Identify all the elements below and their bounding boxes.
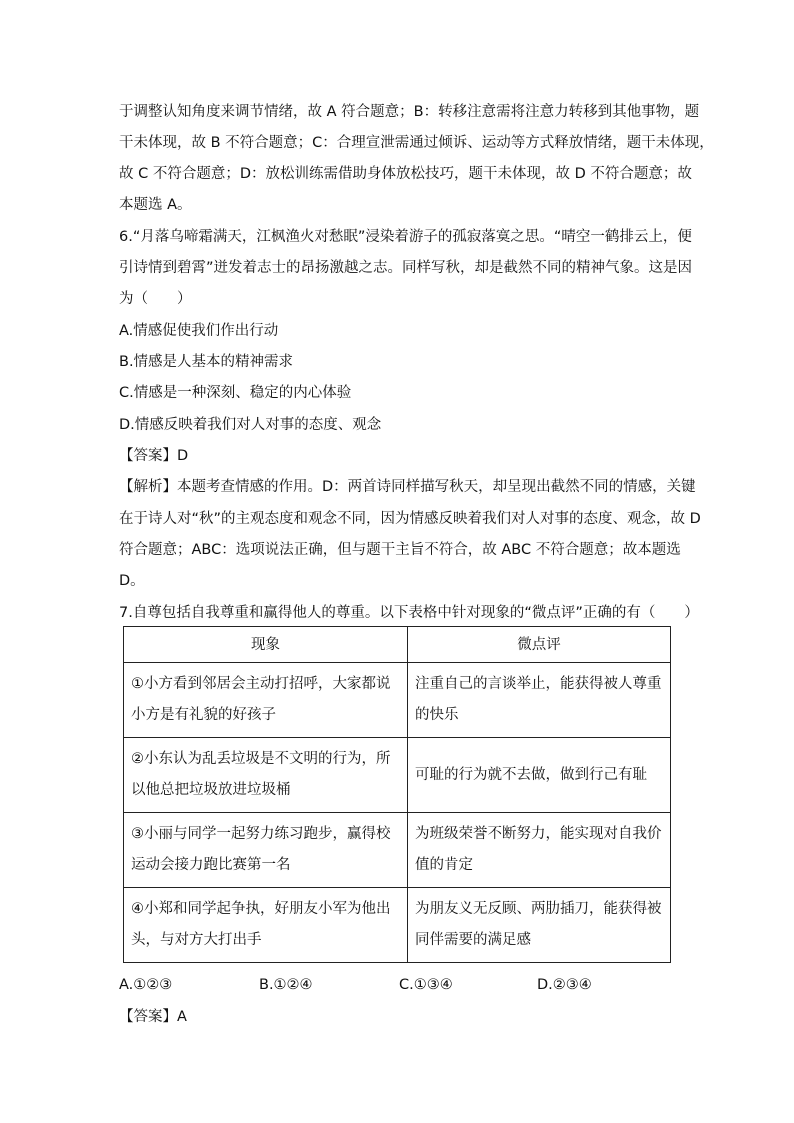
- table-row: [124, 888, 671, 963]
- question-6-stem: 6.“月落乌啼霜满天，江枫渔火对愁眠”浸染着游子的孤寂落寞之思。“晴空一鹤排云上，便: [119, 229, 692, 245]
- answer-label: 【答案】A: [119, 1009, 187, 1025]
- option-c: C.情感是一种深刻、稳定的内心体验: [119, 385, 352, 401]
- option-d: D.情感反映着我们对人对事的态度、观念: [119, 417, 382, 433]
- table-cell: 注重自己的言谈举止，能获得被人尊重的快乐: [408, 663, 671, 738]
- text-line: 于调整认知角度来调节情绪，故 A 符合题意；B：转移注意需将注意力转移到其他事物，题: [119, 104, 700, 120]
- table-cell: 可耻的行为就不去做，做到行己有耻: [408, 738, 671, 813]
- question-6-stem: 为（ ）: [119, 291, 192, 307]
- analysis-text: 【解析】本题考查情感的作用。D：两首诗同样描写秋天，却呈现出截然不同的情感，关键: [119, 479, 696, 495]
- analysis-text: 符合题意；ABC：选项说法正确，但与题干主旨不符合，故 ABC 不符合题意；故本题选: [119, 542, 681, 558]
- text-line: 干未体现，故 B 不符合题意；C：合理宣泄需通过倾诉、运动等方式释放情绪，题干未体现，: [119, 135, 714, 151]
- option-a: A.①②③: [119, 977, 173, 993]
- table-row: [124, 663, 671, 738]
- question-6-stem: 引诗情到碧霄”迸发着志士的昂扬激越之志。同样写秋，却是截然不同的精神气象。这是因: [119, 260, 693, 276]
- option-a: A.情感促使我们作出行动: [119, 323, 279, 339]
- table-cell: 为班级荣誉不断努力，能实现对自我价值的肯定: [408, 813, 671, 888]
- text-line: 故 C 不符合题意；D：放松训练需借助身体放松技巧，题干未体现，故 D 不符合题意；故: [119, 166, 692, 182]
- option-b: B.情感是人基本的精神需求: [119, 354, 294, 370]
- table-header: 现象: [124, 627, 408, 663]
- analysis-text: D。: [119, 573, 145, 589]
- question-7-stem: 7.自尊包括自我尊重和赢得他人的尊重。以下表格中针对现象的“微点评”正确的有（ ）: [119, 605, 699, 621]
- option-d: D.②③④: [537, 977, 592, 993]
- option-c: C.①③④: [399, 977, 453, 993]
- table-cell: 为朋友义无反顾、两肋插刀，能获得被同伴需要的满足感: [408, 888, 671, 963]
- table-header: 微点评: [408, 627, 671, 663]
- text-line: 本题选 A。: [119, 197, 192, 213]
- table-row: [124, 813, 671, 888]
- answer-label: 【答案】D: [119, 448, 189, 464]
- table-cell: ③小丽与同学一起努力练习跑步，赢得校运动会接力跑比赛第一名: [124, 813, 408, 888]
- table-cell: ④小郑和同学起争执，好朋友小军为他出头，与对方大打出手: [124, 888, 408, 963]
- table-cell: ②小东认为乱丢垃圾是不文明的行为，所以他总把垃圾放进垃圾桶: [124, 738, 408, 813]
- analysis-text: 在于诗人对“秋”的主观态度和观念不同，因为情感反映着我们对人对事的态度、观念，故 D: [119, 511, 701, 527]
- option-b: B.①②④: [259, 977, 313, 993]
- phenomenon-table: [123, 626, 671, 963]
- table-row: [124, 738, 671, 813]
- table-cell: ①小方看到邻居会主动打招呼，大家都说小方是有礼貌的好孩子: [124, 663, 408, 738]
- table-header-row: [124, 627, 671, 663]
